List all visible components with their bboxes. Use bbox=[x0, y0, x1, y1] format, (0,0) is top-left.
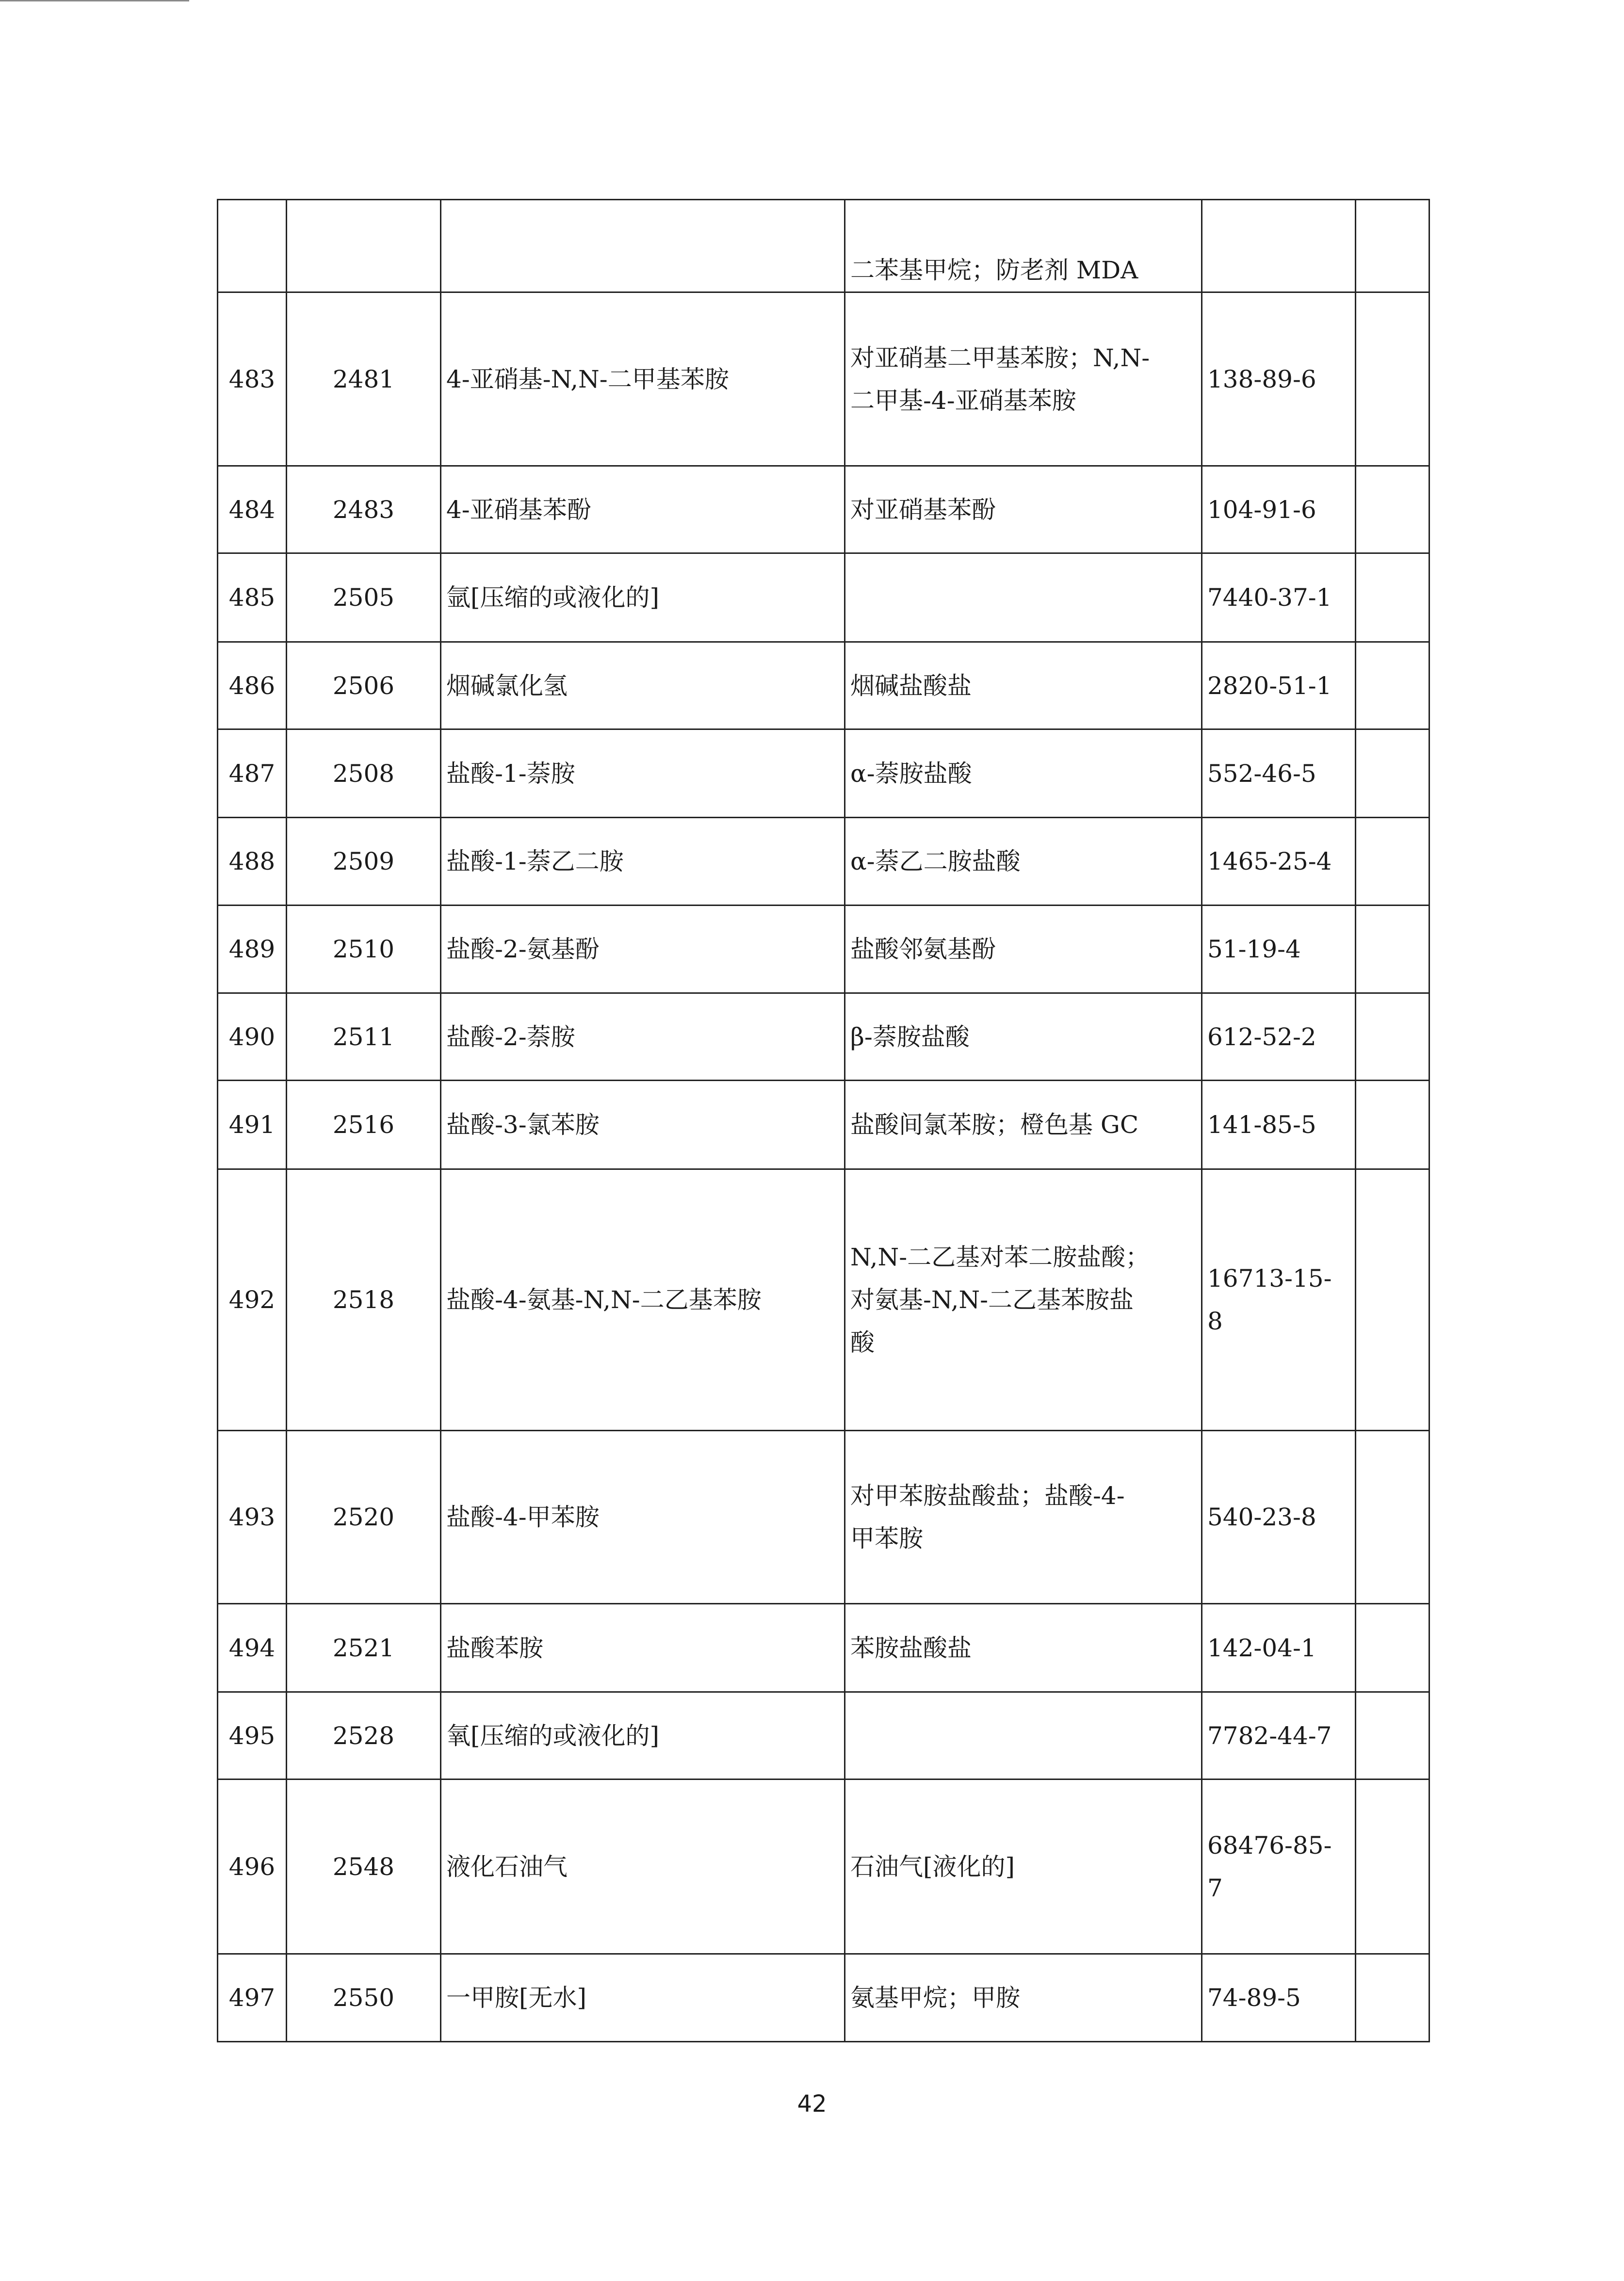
name-cell: 氩[压缩的或液化的] bbox=[441, 553, 845, 642]
code-cell: 2505 bbox=[287, 553, 441, 642]
note-cell bbox=[1356, 642, 1429, 729]
alias-cell bbox=[845, 553, 1202, 642]
note-cell bbox=[1356, 466, 1429, 553]
name-cell: 盐酸-2-萘胺 bbox=[441, 993, 845, 1081]
table-row bbox=[218, 1169, 1429, 1431]
cas-cell: 540-23-8 bbox=[1202, 1431, 1356, 1604]
alias-cell: 二苯基甲烷；防老剂 MDA bbox=[845, 200, 1202, 292]
alias-cell: α-萘乙二胺盐酸 bbox=[845, 818, 1202, 906]
cas-cell: 138-89-6 bbox=[1202, 292, 1356, 466]
hazardous-chemicals-table bbox=[217, 199, 1430, 2042]
name-cell: 盐酸苯胺 bbox=[441, 1604, 845, 1692]
alias-cell: 盐酸邻氨基酚 bbox=[845, 906, 1202, 993]
table-row bbox=[218, 642, 1429, 729]
note-cell bbox=[1356, 1081, 1429, 1169]
note-cell bbox=[1356, 818, 1429, 906]
alias-cell: 盐酸间氯苯胺；橙色基 GC bbox=[845, 1081, 1202, 1169]
seq-cell: 483 bbox=[218, 292, 287, 466]
note-cell bbox=[1356, 1954, 1429, 2042]
cas-cell: 16713-15- 8 bbox=[1202, 1169, 1356, 1431]
note-cell bbox=[1356, 729, 1429, 818]
name-cell: 一甲胺[无水] bbox=[441, 1954, 845, 2042]
table-row bbox=[218, 1780, 1429, 1954]
cas-cell: 7440-37-1 bbox=[1202, 553, 1356, 642]
code-cell: 2483 bbox=[287, 466, 441, 553]
table-row bbox=[218, 906, 1429, 993]
code-cell: 2506 bbox=[287, 642, 441, 729]
alias-cell: 石油气[液化的] bbox=[845, 1780, 1202, 1954]
table-row bbox=[218, 292, 1429, 466]
name-cell: 4-亚硝基苯酚 bbox=[441, 466, 845, 553]
seq-cell: 492 bbox=[218, 1169, 287, 1431]
name-cell: 氧[压缩的或液化的] bbox=[441, 1692, 845, 1780]
name-cell: 盐酸-3-氯苯胺 bbox=[441, 1081, 845, 1169]
table-row bbox=[218, 1604, 1429, 1692]
alias-cell: β-萘胺盐酸 bbox=[845, 993, 1202, 1081]
cas-cell: 104-91-6 bbox=[1202, 466, 1356, 553]
code-cell bbox=[287, 200, 441, 292]
table-row bbox=[218, 993, 1429, 1081]
note-cell bbox=[1356, 906, 1429, 993]
cas-cell: 612-52-2 bbox=[1202, 993, 1356, 1081]
alias-cell: 对亚硝基苯酚 bbox=[845, 466, 1202, 553]
code-cell: 2516 bbox=[287, 1081, 441, 1169]
code-cell: 2520 bbox=[287, 1431, 441, 1604]
cas-cell: 2820-51-1 bbox=[1202, 642, 1356, 729]
cas-cell bbox=[1202, 200, 1356, 292]
alias-cell: α-萘胺盐酸 bbox=[845, 729, 1202, 818]
seq-cell: 493 bbox=[218, 1431, 287, 1604]
alias-cell: 对亚硝基二甲基苯胺；N,N- 二甲基-4-亚硝基苯胺 bbox=[845, 292, 1202, 466]
alias-cell: N,N-二乙基对苯二胺盐酸； 对氨基-N,N-二乙基苯胺盐 酸 bbox=[845, 1169, 1202, 1431]
alias-cell: 烟碱盐酸盐 bbox=[845, 642, 1202, 729]
seq-cell: 487 bbox=[218, 729, 287, 818]
note-cell bbox=[1356, 292, 1429, 466]
cas-cell: 552-46-5 bbox=[1202, 729, 1356, 818]
name-cell: 盐酸-4-甲苯胺 bbox=[441, 1431, 845, 1604]
alias-cell: 苯胺盐酸盐 bbox=[845, 1604, 1202, 1692]
seq-cell: 489 bbox=[218, 906, 287, 993]
note-cell bbox=[1356, 200, 1429, 292]
note-cell bbox=[1356, 1692, 1429, 1780]
note-cell bbox=[1356, 1169, 1429, 1431]
name-cell: 盐酸-1-萘乙二胺 bbox=[441, 818, 845, 906]
cas-cell: 141-85-5 bbox=[1202, 1081, 1356, 1169]
table-row bbox=[218, 1692, 1429, 1780]
cas-cell: 142-04-1 bbox=[1202, 1604, 1356, 1692]
scan-edge-mark bbox=[0, 0, 189, 7]
table-row bbox=[218, 729, 1429, 818]
seq-cell: 497 bbox=[218, 1954, 287, 2042]
seq-cell: 490 bbox=[218, 993, 287, 1081]
seq-cell: 488 bbox=[218, 818, 287, 906]
alias-cell bbox=[845, 1692, 1202, 1780]
code-cell: 2481 bbox=[287, 292, 441, 466]
table-row bbox=[218, 1081, 1429, 1169]
name-cell: 烟碱氯化氢 bbox=[441, 642, 845, 729]
table-row bbox=[218, 1431, 1429, 1604]
note-cell bbox=[1356, 1604, 1429, 1692]
code-cell: 2511 bbox=[287, 993, 441, 1081]
name-cell: 盐酸-2-氨基酚 bbox=[441, 906, 845, 993]
seq-cell: 496 bbox=[218, 1780, 287, 1954]
seq-cell: 494 bbox=[218, 1604, 287, 1692]
code-cell: 2518 bbox=[287, 1169, 441, 1431]
seq-cell: 484 bbox=[218, 466, 287, 553]
code-cell: 2510 bbox=[287, 906, 441, 993]
cas-cell: 51-19-4 bbox=[1202, 906, 1356, 993]
name-cell: 盐酸-4-氨基-N,N-二乙基苯胺 bbox=[441, 1169, 845, 1431]
code-cell: 2508 bbox=[287, 729, 441, 818]
note-cell bbox=[1356, 1780, 1429, 1954]
seq-cell bbox=[218, 200, 287, 292]
table-row bbox=[218, 818, 1429, 906]
code-cell: 2521 bbox=[287, 1604, 441, 1692]
alias-cell: 对甲苯胺盐酸盐；盐酸-4- 甲苯胺 bbox=[845, 1431, 1202, 1604]
cas-cell: 68476-85- 7 bbox=[1202, 1780, 1356, 1954]
page-number: 42 bbox=[797, 2090, 827, 2118]
table-row bbox=[218, 200, 1429, 292]
table-row bbox=[218, 553, 1429, 642]
code-cell: 2509 bbox=[287, 818, 441, 906]
name-cell: 液化石油气 bbox=[441, 1780, 845, 1954]
table-row bbox=[218, 1954, 1429, 2042]
cas-cell: 74-89-5 bbox=[1202, 1954, 1356, 2042]
note-cell bbox=[1356, 1431, 1429, 1604]
name-cell: 4-亚硝基-N,N-二甲基苯胺 bbox=[441, 292, 845, 466]
cas-cell: 1465-25-4 bbox=[1202, 818, 1356, 906]
note-cell bbox=[1356, 553, 1429, 642]
code-cell: 2550 bbox=[287, 1954, 441, 2042]
name-cell bbox=[441, 200, 845, 292]
code-cell: 2548 bbox=[287, 1780, 441, 1954]
seq-cell: 495 bbox=[218, 1692, 287, 1780]
note-cell bbox=[1356, 993, 1429, 1081]
code-cell: 2528 bbox=[287, 1692, 441, 1780]
seq-cell: 491 bbox=[218, 1081, 287, 1169]
seq-cell: 486 bbox=[218, 642, 287, 729]
cas-cell: 7782-44-7 bbox=[1202, 1692, 1356, 1780]
seq-cell: 485 bbox=[218, 553, 287, 642]
name-cell: 盐酸-1-萘胺 bbox=[441, 729, 845, 818]
table-row bbox=[218, 466, 1429, 553]
alias-cell: 氨基甲烷；甲胺 bbox=[845, 1954, 1202, 2042]
